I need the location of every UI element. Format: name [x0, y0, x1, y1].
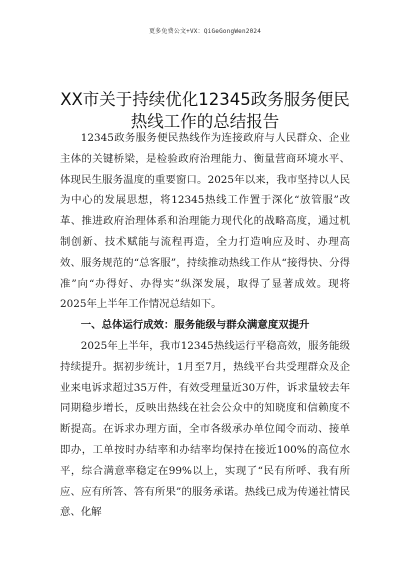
section-heading: 一、总体运行成效：服务能级与群众满意度双提升: [80, 319, 310, 332]
intro-paragraph: 12345政务服务便民热线作为连接政府与人民群众、企业主体的关键桥梁，是检验政府治理能力、衡量营商环境水平、体现民生服务温度的重要窗口。2025年以来，我市坚持以人民为中心的发展思想，将12345热线工作置于深化“放管服”改革、推进政府治理体系和治理能力现代化的战略高度，通过机制创新、技术赋能与流程再造，全力打造响应及时、办理高效、服务规范的“总客服”，持续推动热线工作从“接得快、分得准”向“办得好、办得实”纵深发展，取得了显著成效。现将2025年上半年工作情况总结如下。: [60, 132, 350, 311]
header-note: 更多免费公文+VX：QiGeGongWen2024: [148, 28, 262, 35]
document-body: [60, 128, 350, 523]
document-title: XX市关于持续优化12345政务服务便民热线工作的总结报告: [60, 90, 350, 132]
section-paragraph: 2025年上半年，我市12345热线运行平稳高效，服务能级持续提升。据初步统计，1月至7月，热线平台共受理群众及企业来电诉求超过35万件，有效受理量近30万件，诉求量较去年同期稳步增长，反映出热线在社会公众中的知晓度和信赖度不断提高。在诉求办理方面，全市各级承办单位闻令而动、接单即办，工单按时办结率和办结率均保持在接近100%的高位水平，综合满意率稳定在99%以上，实现了“民有所呼、我有所应、应有所答、答有所果”的服务承诺。热线已成为传递社情民意、化解: [60, 339, 350, 519]
